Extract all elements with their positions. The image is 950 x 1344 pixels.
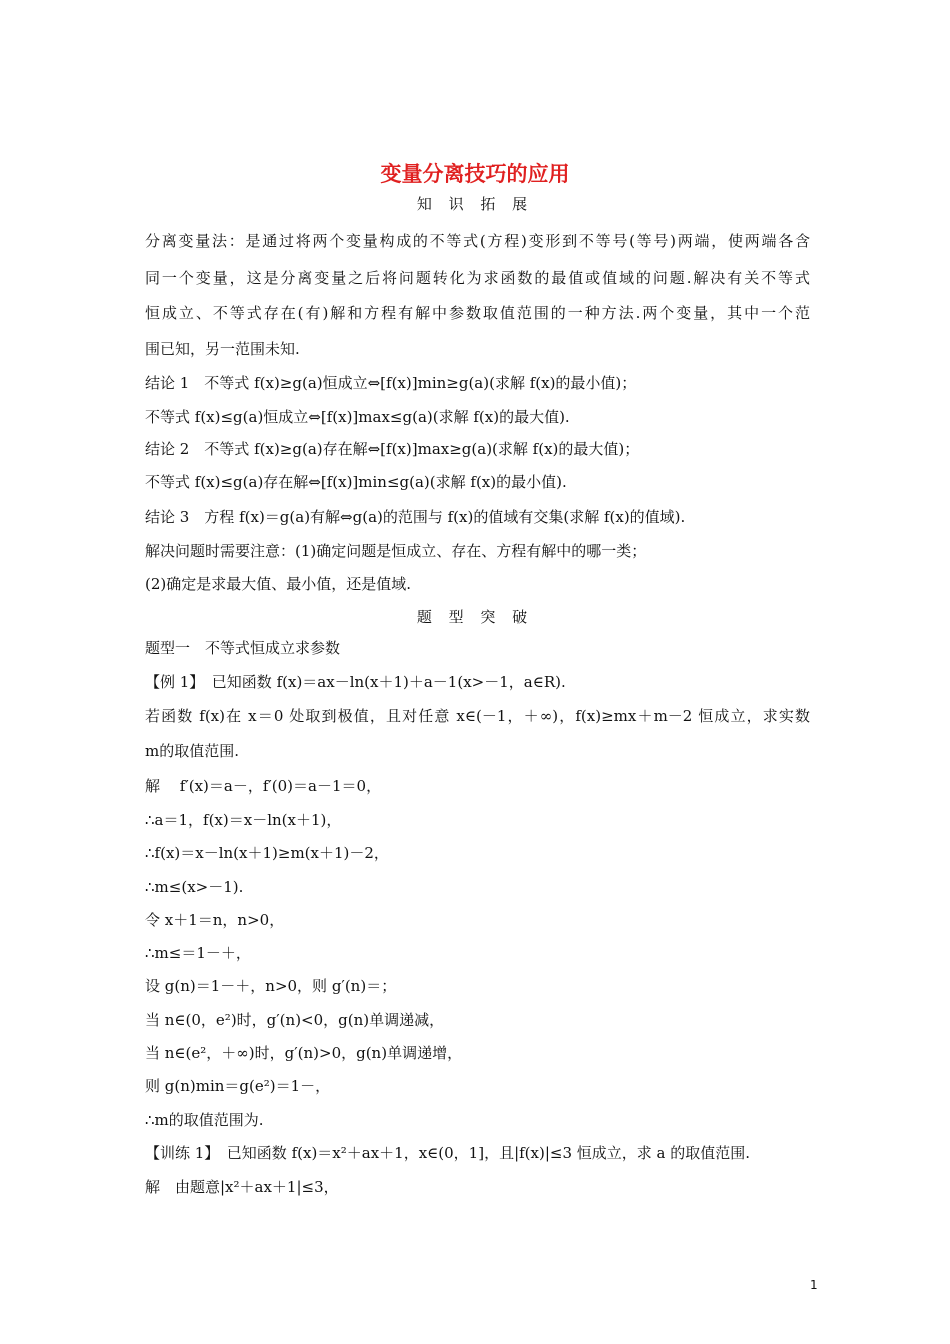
section-heading-types: 题 型 突 破 xyxy=(416,608,534,626)
solution-line: 当 n∈(e²，＋∞)时，g′(n)>0，g(n)单调递增， xyxy=(145,1044,463,1062)
example-line: 若函数 f(x)在 x＝0 处取到极值，且对任意 x∈(－1，＋∞)，f(x)≥mx＋m－2 恒成立，求实数 xyxy=(145,707,810,725)
section-heading-knowledge: 知 识 拓 展 xyxy=(416,195,534,213)
type-heading: 题型一 不等式恒成立求参数 xyxy=(145,639,341,657)
solution-line: ∴m≤＝1－＋， xyxy=(145,944,251,962)
solution-line: ∴m≤(x>－1). xyxy=(145,878,244,896)
solution-line: 解 f′(x)＝a－，f′(0)＝a－1＝0， xyxy=(145,777,382,795)
solution-line: ∴a＝1，f(x)＝x－ln(x＋1)， xyxy=(145,811,342,829)
solution-line: 令 x＋1＝n，n>0， xyxy=(145,911,285,929)
solution-line: 则 g(n)min＝g(e²)＝1－， xyxy=(145,1077,331,1095)
paragraph-line: 分离变量法：是通过将两个变量构成的不等式(方程)变形到不等号(等号)两端，使两端各含 xyxy=(145,232,810,250)
conclusion-line: 结论 2 不等式 f(x)≥g(a)存在解⇔[f(x)]max≥g(a)(求解 f(x)的最大值)； xyxy=(145,440,640,458)
paragraph-line: 恒成立、不等式存在(有)解和方程有解中参数取值范围的一种方法.两个变量，其中一个范 xyxy=(145,304,810,322)
solution-line: 当 n∈(0，e²)时，g′(n)<0，g(n)单调递减， xyxy=(145,1011,445,1029)
conclusion-line: 结论 3 方程 f(x)＝g(a)有解⇔g(a)的范围与 f(x)的值域有交集(求解 f(x)的值域). xyxy=(145,508,686,526)
paragraph-line: 同一个变量，这是分离变量之后将问题转化为求函数的最值或值域的问题.解决有关不等式 xyxy=(145,269,810,287)
page-number: 1 xyxy=(810,1278,818,1292)
paragraph-line: 围已知，另一范围未知. xyxy=(145,340,300,358)
training-line: 【训练 1】 已知函数 f(x)＝x²＋ax＋1，x∈(0，1]，且|f(x)|≤3 恒成立，求 a 的取值范围. xyxy=(145,1144,751,1162)
solution-line: ∴f(x)＝x－ln(x＋1)≥m(x＋1)－2， xyxy=(145,844,389,862)
page-title: 变量分离技巧的应用 xyxy=(380,162,570,186)
conclusion-line: 不等式 f(x)≤g(a)存在解⇔[f(x)]min≤g(a)(求解 f(x)的最小值). xyxy=(145,473,567,491)
solution-line: 设 g(n)＝1－＋，n>0，则 g′(n)＝； xyxy=(145,977,397,995)
note-line: 解决问题时需要注意：(1)确定问题是恒成立、存在、方程有解中的哪一类； xyxy=(145,542,647,560)
training-solution-line: 解 由题意|x²＋ax＋1|≤3， xyxy=(145,1178,339,1196)
conclusion-line: 不等式 f(x)≤g(a)恒成立⇔[f(x)]max≤g(a)(求解 f(x)的最大值). xyxy=(145,408,570,426)
conclusion-line: 结论 1 不等式 f(x)≥g(a)恒成立⇔[f(x)]min≥g(a)(求解 f(x)的最小值)； xyxy=(145,374,637,392)
note-line: (2)确定是求最大值、最小值，还是值域. xyxy=(145,575,412,593)
example-line: 【例 1】 已知函数 f(x)＝ax－ln(x＋1)＋a－1(x>－1，a∈R). xyxy=(145,673,566,691)
solution-line: ∴m的取值范围为. xyxy=(145,1111,264,1129)
example-line: m的取值范围. xyxy=(145,742,239,760)
